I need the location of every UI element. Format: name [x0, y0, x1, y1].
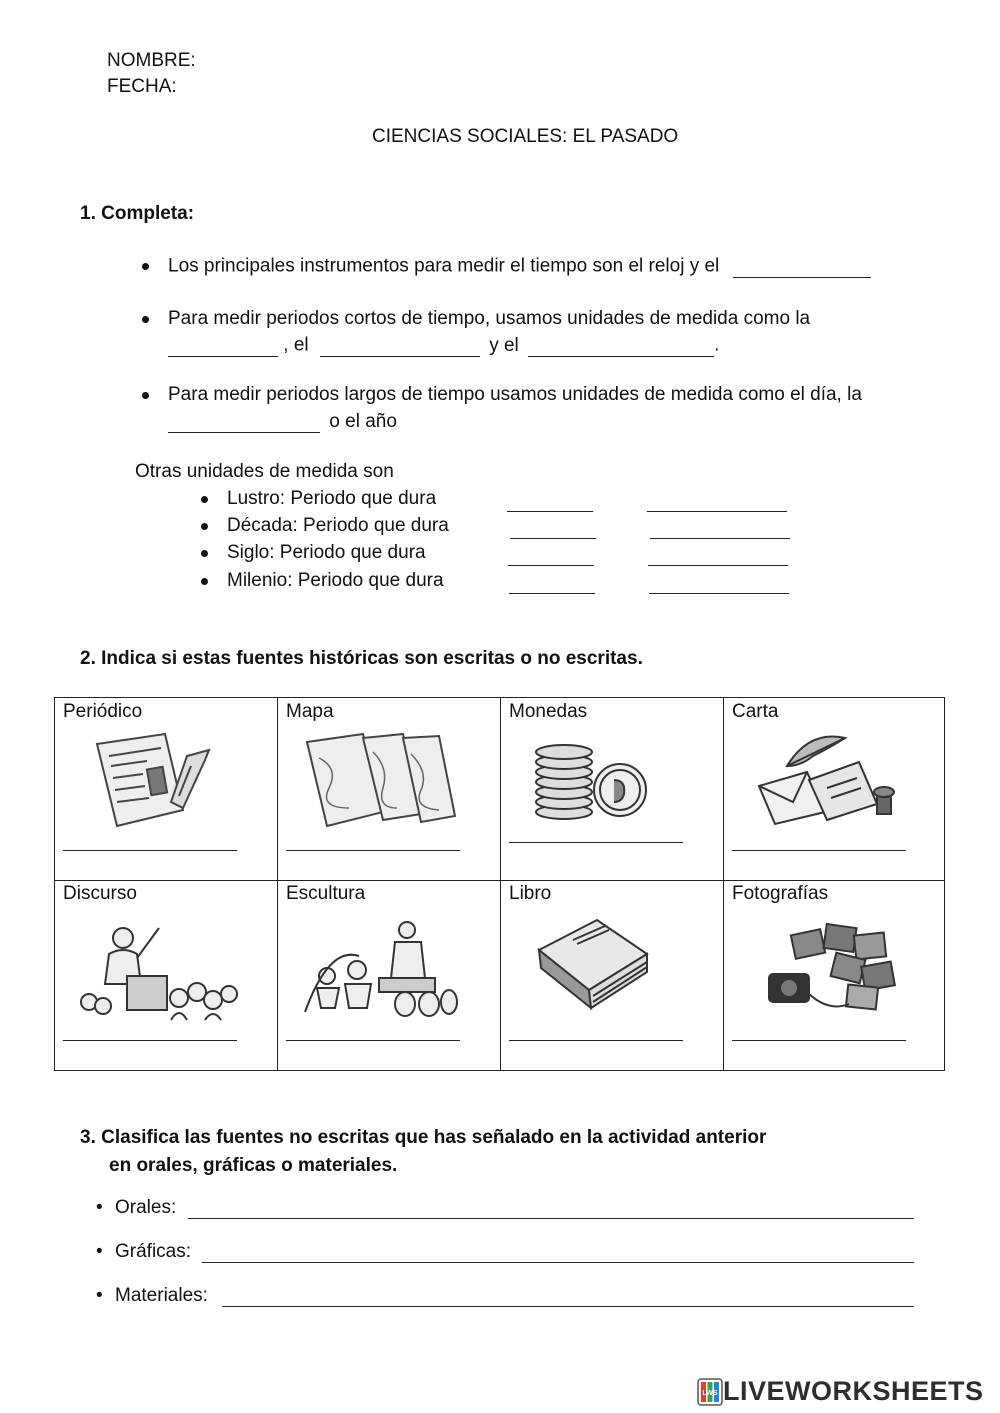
graficas-label: Gráficas: [115, 1241, 192, 1262]
bullet [201, 550, 208, 557]
coins-icon [530, 736, 650, 822]
graficas-input[interactable] [202, 1240, 914, 1263]
item2-separator-2: y el [489, 334, 519, 356]
bullet [201, 578, 208, 585]
bullet [142, 316, 149, 323]
siglo-years-input[interactable] [508, 543, 594, 566]
bullet [201, 523, 208, 530]
photos-icon [763, 920, 899, 1020]
mapa-answer-input[interactable] [286, 828, 460, 851]
escultura-answer-input[interactable] [286, 1018, 460, 1041]
section3-heading-line2: en orales, gráficas o materiales. [109, 1155, 398, 1176]
bullet [142, 263, 149, 270]
cell-label-libro: Libro [509, 883, 552, 904]
cell-label-fotografias: Fotografías [732, 883, 829, 904]
section3-heading-line1: 3. Clasifica las fuentes no escritas que has señalado en la actividad anterior [80, 1127, 767, 1148]
discurso-answer-input[interactable] [63, 1018, 237, 1041]
speech-icon [79, 914, 239, 1024]
completa-item3-text: Para medir periodos largos de tiempo usamos unidades de medida como el día, la [168, 384, 862, 405]
letter-icon [749, 726, 899, 830]
fotografias-answer-input[interactable] [732, 1018, 906, 1041]
logo-text: LIVEWORKSHEETS [723, 1376, 984, 1406]
cell-label-carta: Carta [732, 701, 779, 722]
newspaper-icon [91, 726, 227, 832]
answer-input-3[interactable] [320, 334, 480, 357]
map-icon [299, 728, 459, 832]
unit-lustro: Lustro: Periodo que dura [227, 488, 437, 509]
item2-end: . [714, 334, 720, 356]
liveworksheets-logo [697, 1376, 984, 1407]
cell-label-discurso: Discurso [63, 883, 137, 904]
page-title: CIENCIAS SOCIALES: EL PASADO [372, 126, 679, 147]
libro-answer-input[interactable] [509, 1018, 683, 1041]
materiales-label: Materiales: [115, 1285, 208, 1306]
answer-input-4[interactable] [528, 334, 714, 357]
name-label: NOMBRE: [107, 50, 196, 71]
milenio-years-input[interactable] [509, 571, 595, 594]
date-label: FECHA: [107, 76, 177, 97]
other-units-intro: Otras unidades de medida son [135, 461, 394, 482]
section2-heading: 2. Indica si estas fuentes históricas son escritas o no escritas. [80, 648, 643, 669]
answer-input-5[interactable] [168, 410, 320, 433]
materiales-input[interactable] [222, 1284, 914, 1307]
periodico-answer-input[interactable] [63, 828, 237, 851]
book-icon [533, 914, 653, 1014]
answer-input-2[interactable] [168, 334, 278, 357]
item3-end: o el año [329, 410, 397, 432]
answer-input-1[interactable] [733, 255, 871, 278]
completa-item1-text: Los principales instrumentos para medir el tiempo son el reloj y el [168, 255, 720, 277]
unit-milenio: Milenio: Periodo que dura [227, 570, 444, 591]
lustro-years-input[interactable] [507, 489, 593, 512]
orales-input[interactable] [188, 1196, 914, 1219]
orales-label: Orales: [115, 1197, 177, 1218]
siglo-unit-input[interactable] [648, 543, 788, 566]
section1-heading: 1. Completa: [80, 203, 195, 224]
sources-grid [54, 697, 945, 1071]
cell-label-periodico: Periódico [63, 701, 143, 722]
unit-siglo: Siglo: Periodo que dura [227, 542, 426, 563]
cell-label-escultura: Escultura [286, 883, 366, 904]
logo-badge-icon [697, 1377, 723, 1407]
logo-badge-text: LWS [702, 1389, 718, 1397]
lustro-unit-input[interactable] [647, 489, 787, 512]
cell-label-monedas: Monedas [509, 701, 588, 722]
carta-answer-input[interactable] [732, 828, 906, 851]
monedas-answer-input[interactable] [509, 820, 683, 843]
unit-decada: Década: Periodo que dura [227, 515, 449, 536]
completa-item2-text: Para medir periodos cortos de tiempo, usamos unidades de medida como la [168, 308, 811, 329]
decada-years-input[interactable] [510, 516, 596, 539]
bullet [142, 392, 149, 399]
sculpture-icon [299, 916, 459, 1020]
bullet [201, 496, 208, 503]
decada-unit-input[interactable] [650, 516, 790, 539]
cell-label-mapa: Mapa [286, 701, 334, 722]
milenio-unit-input[interactable] [649, 571, 789, 594]
item2-separator-1: , el [283, 334, 309, 356]
